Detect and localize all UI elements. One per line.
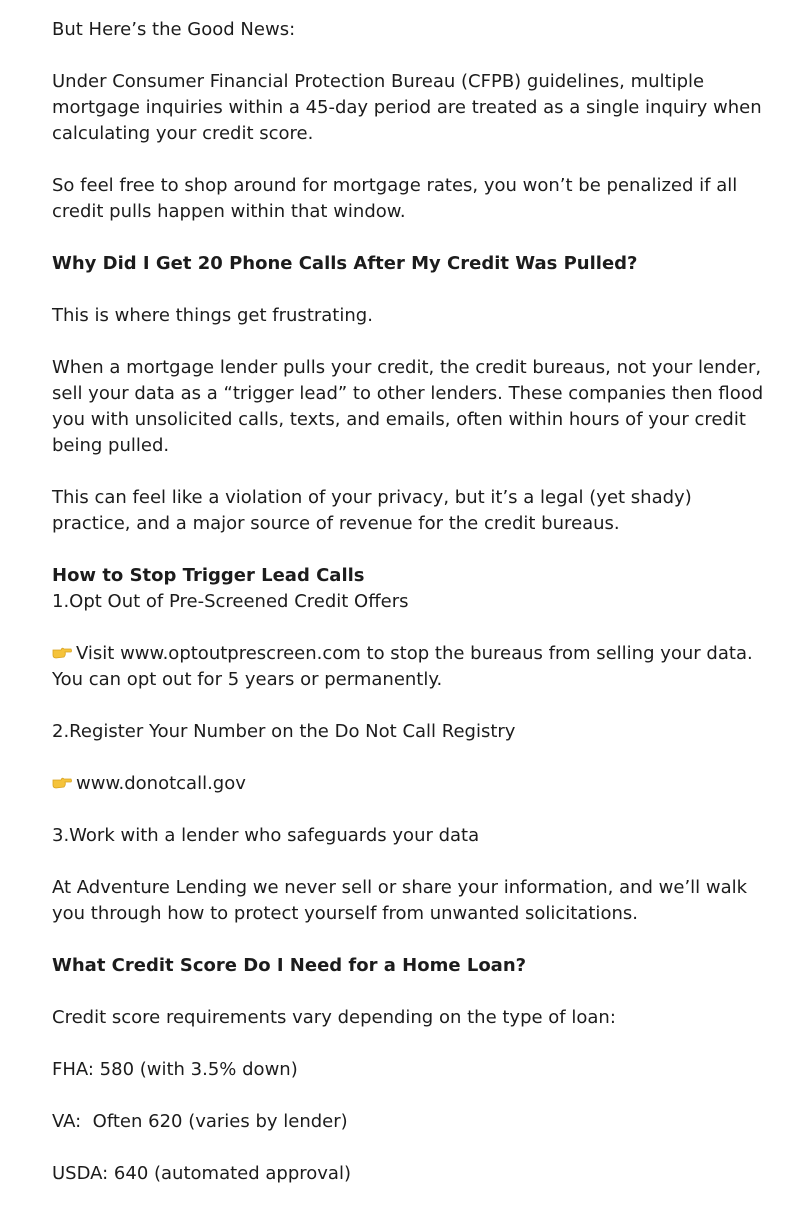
trigger-lead-paragraph: When a mortgage lender pulls your credit, the credit bureaus, not your lender, sell your data as a “trigger lead” to other lenders. These companies then flood you with unsolicited calls, texts, and emails, often within hours of your credit being pulled.: [52, 357, 764, 456]
stop-calls-heading: How to Stop Trigger Lead Calls: [52, 565, 365, 586]
article-body: [52, 17, 772, 1213]
cfpb-paragraph: Under Consumer Financial Protection Bureau (CFPB) guidelines, multiple mortgage inquiries within a 45-day period are treated as a single inquiry when calculating your credit score.: [52, 71, 762, 144]
backhand-index-pointing-right-icon: [52, 776, 72, 790]
step-1-detail-text: Visit www.optoutprescreen.com to stop the bureaus from selling your data. You can opt out for 5 years or permanently.: [52, 643, 753, 690]
good-news-heading: But Here’s the Good News:: [52, 19, 296, 40]
requirements-paragraph: Credit score requirements vary depending on the type of loan:: [52, 1007, 616, 1028]
step-2-do-not-call: 2.Register Your Number on the Do Not Call Registry: [52, 721, 516, 742]
va-requirement: VA: Often 620 (varies by lender): [52, 1111, 348, 1132]
donotcall-link-text: www.donotcall.gov: [76, 773, 246, 794]
fha-requirement: FHA: 580 (with 3.5% down): [52, 1059, 298, 1080]
privacy-paragraph: This can feel like a violation of your privacy, but it’s a legal (yet shady) practice, and a major source of revenue for the credit bureaus.: [52, 487, 692, 534]
step-1-detail: [52, 641, 772, 693]
calls-heading: Why Did I Get 20 Phone Calls After My Credit Was Pulled?: [52, 253, 638, 274]
frustrating-paragraph: This is where things get frustrating.: [52, 305, 373, 326]
shop-paragraph: So feel free to shop around for mortgage rates, you won’t be penalized if all credit pulls happen within that window.: [52, 175, 738, 222]
step-3-lender: 3.Work with a lender who safeguards your data: [52, 825, 480, 846]
backhand-index-pointing-right-icon: [52, 646, 72, 660]
usda-requirement: USDA: 640 (automated approval): [52, 1163, 351, 1184]
step-2-detail: [52, 771, 772, 797]
adventure-lending-paragraph: At Adventure Lending we never sell or share your information, and we’ll walk you through how to protect yourself from unwanted solicitations.: [52, 877, 748, 924]
step-1-opt-out: 1.Opt Out of Pre-Screened Credit Offers: [52, 591, 409, 612]
credit-score-heading: What Credit Score Do I Need for a Home Loan?: [52, 955, 527, 976]
